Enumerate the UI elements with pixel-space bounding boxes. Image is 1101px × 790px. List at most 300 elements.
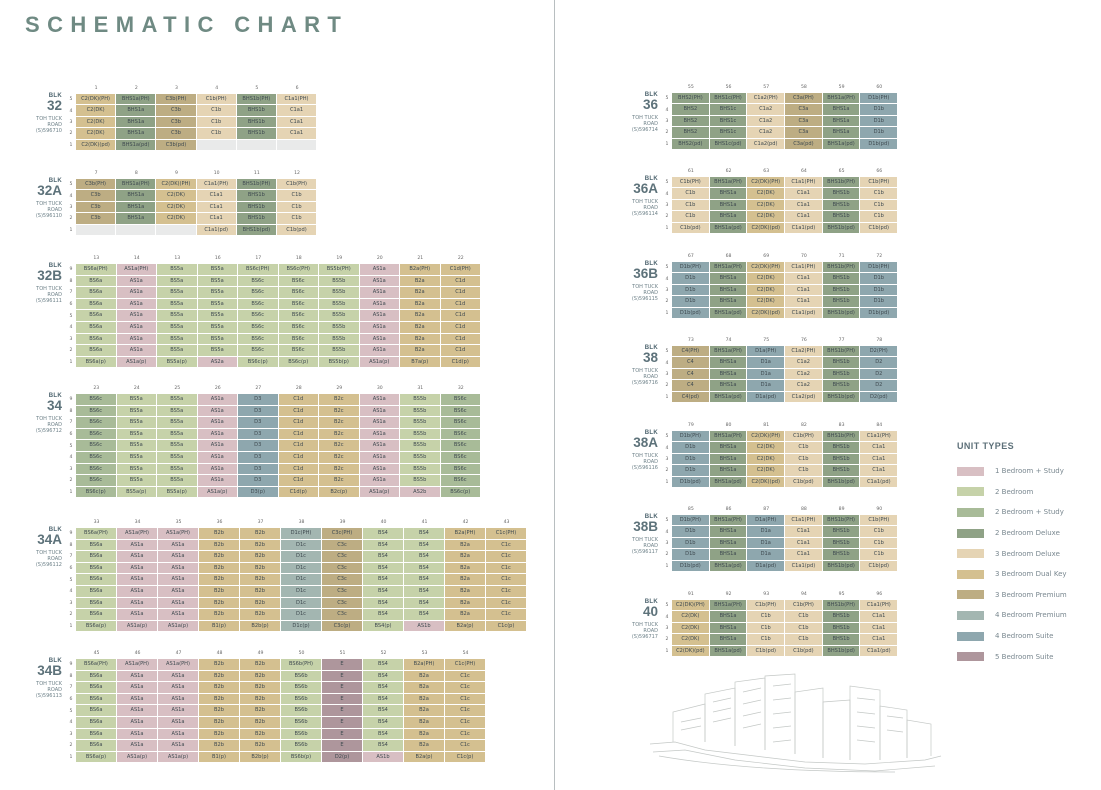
blk-caption: BLK <box>48 393 62 399</box>
unit-cell <box>277 140 317 151</box>
unit-cell: BS4 <box>404 586 445 598</box>
unit-cell: D1b <box>672 285 710 296</box>
legend-swatch <box>957 529 984 538</box>
floor-row <box>66 740 486 752</box>
unit-cell: BS6c <box>279 334 320 346</box>
unit-cell: AS1a <box>360 334 401 346</box>
unit-cell: BHS1a(PH) <box>116 179 156 190</box>
floor-number: 3 <box>69 119 73 125</box>
floor-row <box>66 752 486 764</box>
block-number: 32A <box>37 183 62 198</box>
unit-cell: BS6a(p) <box>76 621 117 633</box>
floor-row <box>66 213 317 224</box>
unit-cell: BS5a <box>117 464 158 476</box>
unit-cell: B2b <box>199 528 240 540</box>
block-address-line: ROAD <box>47 421 62 428</box>
unit-cell: BHS1a(pd) <box>710 646 748 657</box>
unit-cell: C1c <box>445 729 486 741</box>
block-label <box>606 92 658 133</box>
unit-cell: D2(p) <box>322 752 363 764</box>
block-number: 34B <box>37 663 62 678</box>
unit-cell: C1a1 <box>785 188 823 199</box>
unit-cell: BHS1a <box>710 634 748 645</box>
unit-cell: BS6a <box>76 694 117 706</box>
block-address-line: ROAD <box>47 291 62 298</box>
stack-header-row <box>662 82 898 93</box>
floor-row <box>66 694 486 706</box>
stack-number: 68 <box>725 254 732 259</box>
stack-number: 94 <box>800 592 807 597</box>
unit-cell: B2a(PH) <box>400 264 441 276</box>
unit-cell: AS1a <box>117 287 158 299</box>
stack-number: 10 <box>213 171 220 176</box>
stack-number: 93 <box>763 592 770 597</box>
unit-grid <box>66 253 481 368</box>
unit-cell: BS6a <box>76 671 117 683</box>
unit-cell: BS5a <box>117 440 158 452</box>
unit-cell: B2a(PH) <box>404 659 445 671</box>
floor-row <box>66 310 481 322</box>
floor-row <box>66 487 481 499</box>
stack-number: 29 <box>336 386 343 391</box>
unit-cell: BHS1a(PH) <box>710 600 748 611</box>
unit-cell: BS5a <box>117 429 158 441</box>
unit-cell: B2b <box>240 682 281 694</box>
unit-cell: BS5a <box>157 429 198 441</box>
unit-cell: D1a <box>747 549 785 560</box>
unit-cell: C1d <box>279 394 320 406</box>
unit-cell: B2b <box>199 705 240 717</box>
floor-row <box>66 105 317 116</box>
stack-number: 75 <box>763 338 770 343</box>
unit-cell <box>156 225 196 236</box>
unit-cell: BHS2(pd) <box>672 139 710 150</box>
legend-item <box>957 585 1067 606</box>
block-number: 36B <box>633 266 658 281</box>
unit-cell: D3(p) <box>238 487 279 499</box>
unit-cell: AS1a(p) <box>117 357 158 369</box>
unit-cell: AS1a <box>360 287 401 299</box>
unit-cell: C1b <box>860 526 898 537</box>
unit-cell: BS5a <box>157 464 198 476</box>
unit-cell: B2a <box>404 729 445 741</box>
unit-cell: C3a <box>785 127 823 138</box>
unit-cell: D1b <box>860 296 898 307</box>
unit-cell: E <box>322 682 363 694</box>
unit-cell: D3 <box>238 429 279 441</box>
unit-cell: D1b <box>672 526 710 537</box>
unit-cell: BS6c <box>76 452 117 464</box>
floor-row <box>662 515 898 526</box>
unit-cell: C1a1 <box>277 105 317 116</box>
floor-row <box>662 127 898 138</box>
stack-number: 9 <box>175 171 178 176</box>
floor-row <box>66 345 481 357</box>
unit-cell: B2b <box>199 740 240 752</box>
floor-number: 4 <box>69 108 73 114</box>
unit-cell: AS1b <box>404 621 445 633</box>
unit-cell: BHS1b <box>823 296 861 307</box>
unit-cell: B2b <box>199 586 240 598</box>
unit-cell: D2 <box>860 369 898 380</box>
unit-cell: C1b <box>672 200 710 211</box>
unit-cell: B2a <box>404 694 445 706</box>
unit-cell: BS6c <box>76 417 117 429</box>
unit-cell: BS5a <box>198 299 239 311</box>
unit-cell: BS5a <box>157 440 198 452</box>
unit-cell: BS5a <box>157 322 198 334</box>
unit-cell: AS1a <box>158 609 199 621</box>
unit-cell: BHS1b <box>823 211 861 222</box>
unit-cell: D1c <box>281 563 322 575</box>
unit-cell: C1a1(PH) <box>277 94 317 105</box>
unit-cell: B2a(PH) <box>445 528 486 540</box>
unit-cell: BHS1a(pd) <box>710 308 748 319</box>
unit-cell: BS6c <box>441 417 482 429</box>
unit-cell: C1c(PH) <box>486 528 527 540</box>
floor-row <box>66 540 527 552</box>
stack-number: 63 <box>763 169 770 174</box>
unit-cell: C1c <box>445 694 486 706</box>
unit-cell: AS1a <box>360 417 401 429</box>
unit-cell: BHS1b(pd) <box>237 225 277 236</box>
block-label <box>606 176 658 217</box>
stack-number: 96 <box>876 592 883 597</box>
unit-cell: C1a1 <box>785 538 823 549</box>
legend-item <box>957 626 1067 647</box>
unit-cell: BHS1a <box>823 127 861 138</box>
stack-number: 92 <box>725 592 732 597</box>
floor-number: 1 <box>665 310 669 316</box>
floor-number: 7 <box>69 685 73 691</box>
stack-number: 95 <box>838 592 845 597</box>
unit-cell: AS1a <box>117 694 158 706</box>
unit-cell: D1b <box>672 465 710 476</box>
unit-cell: BHS1b <box>237 190 277 201</box>
stack-number: 90 <box>876 507 883 512</box>
unit-cell: BS6a <box>76 322 117 334</box>
unit-cell: C1a1(pd) <box>860 646 898 657</box>
floor-number: 2 <box>69 478 73 484</box>
unit-cell: BHS1a <box>710 211 748 222</box>
unit-cell: BHS1b(PH) <box>823 600 861 611</box>
unit-cell: BS4 <box>404 574 445 586</box>
floor-row <box>662 369 898 380</box>
unit-cell: C3a(PH) <box>785 93 823 104</box>
unit-cell: C1c <box>486 598 527 610</box>
stack-number: 78 <box>876 338 883 343</box>
unit-cell: AS1a <box>158 729 199 741</box>
block-address-line: TOH TUCK <box>36 115 62 122</box>
legend-label: 4 Bedroom Premium <box>995 611 1067 620</box>
unit-cell: C1a1(pd) <box>197 225 237 236</box>
unit-cell: C3b(pd) <box>156 140 196 151</box>
unit-cell: BHS1b <box>237 105 277 116</box>
unit-cell: C4 <box>672 369 710 380</box>
unit-cell: D1b(PH) <box>860 262 898 273</box>
floor-row <box>662 223 898 234</box>
unit-cell: C3b(PH) <box>156 94 196 105</box>
floor-number: 4 <box>69 720 73 726</box>
unit-cell: BS5a <box>157 334 198 346</box>
block-number: 32B <box>37 268 62 283</box>
unit-cell: AS1a(p) <box>360 487 401 499</box>
unit-grid <box>662 335 898 403</box>
unit-cell: C1a2(pd) <box>785 392 823 403</box>
unit-cell: B2b <box>240 586 281 598</box>
unit-cell: C2(DK)(PH) <box>747 431 785 442</box>
unit-cell: B2b <box>199 540 240 552</box>
unit-cell: AS1a <box>117 551 158 563</box>
unit-cell: D1b(pd) <box>860 139 898 150</box>
unit-cell: D1b(PH) <box>672 431 710 442</box>
floor-number: 5 <box>69 708 73 714</box>
legend-swatch <box>957 632 984 641</box>
stack-number: 13 <box>93 256 100 261</box>
block-address-line: (S)596710 <box>35 127 62 134</box>
legend-items <box>957 461 1067 667</box>
legend-label: 2 Bedroom + Study <box>995 508 1064 517</box>
unit-cell: AS1a <box>158 705 199 717</box>
unit-cell: D2(PH) <box>860 346 898 357</box>
floor-number: 9 <box>69 397 73 403</box>
unit-cell: BHS1b <box>237 202 277 213</box>
floor-number: 3 <box>665 625 669 631</box>
unit-cell: BS6c <box>238 310 279 322</box>
unit-cell: C1a2(PH) <box>785 346 823 357</box>
unit-cell: C3a(pd) <box>785 139 823 150</box>
block-number: 38A <box>633 435 658 450</box>
unit-cell: C3c(PH) <box>322 528 363 540</box>
unit-cell: BS6b(p) <box>281 752 322 764</box>
stack-number: 27 <box>255 386 262 391</box>
floor-number: 3 <box>665 287 669 293</box>
unit-cell: BS6b <box>281 705 322 717</box>
unit-cell: B2b(p) <box>240 752 281 764</box>
unit-cell: D2(pd) <box>860 392 898 403</box>
unit-cell: BHS1a <box>710 380 748 391</box>
unit-cell: C1b <box>672 211 710 222</box>
unit-cell: BS6a(PH) <box>76 264 117 276</box>
stack-number: 91 <box>687 592 694 597</box>
floor-number: 4 <box>69 325 73 331</box>
unit-cell: D3 <box>238 475 279 487</box>
unit-cell: C2(DK)(pd) <box>76 140 116 151</box>
stack-number: 11 <box>253 171 260 176</box>
floor-row <box>662 262 898 273</box>
floor-number: 3 <box>69 731 73 737</box>
floor-row <box>66 551 527 563</box>
unit-cell: AS1b <box>363 752 404 764</box>
unit-cell: C1c <box>486 540 527 552</box>
floor-number: 3 <box>665 371 669 377</box>
unit-cell: C1a2 <box>747 116 785 127</box>
floor-number: 5 <box>665 265 669 271</box>
stack-number: 65 <box>838 169 845 174</box>
unit-cell: B2a <box>404 705 445 717</box>
unit-cell: C1d <box>441 334 482 346</box>
unit-cell: BS6c(p) <box>279 357 320 369</box>
floor-row <box>66 729 486 741</box>
unit-cell: D1c <box>281 609 322 621</box>
floor-row <box>662 454 898 465</box>
unit-cell: BHS1a <box>710 273 748 284</box>
unit-cell: BHS2(PH) <box>672 93 710 104</box>
unit-cell: C2(DK)(PH) <box>672 600 710 611</box>
unit-cell: C3b(PH) <box>76 179 116 190</box>
unit-cell: AS1a <box>360 310 401 322</box>
floor-number: 4 <box>665 276 669 282</box>
unit-cell: BS4 <box>363 551 404 563</box>
unit-cell: C1c <box>445 740 486 752</box>
floor-number: 6 <box>69 302 73 308</box>
unit-cell: D2 <box>860 357 898 368</box>
unit-cell: C1b(PH) <box>277 179 317 190</box>
unit-cell: D1b(pd) <box>860 308 898 319</box>
unit-cell: BS5b <box>319 334 360 346</box>
unit-cell: C1b(pd) <box>672 223 710 234</box>
floor-row <box>662 211 898 222</box>
floor-row <box>66 598 527 610</box>
unit-cell: AS1a <box>198 417 239 429</box>
unit-cell: BS6c <box>279 322 320 334</box>
floor-row <box>662 93 898 104</box>
floor-number: 3 <box>69 600 73 606</box>
unit-cell: C3c(p) <box>322 621 363 633</box>
unit-cell: C1b <box>785 634 823 645</box>
unit-cell: B2c(p) <box>319 487 360 499</box>
stack-number: 87 <box>763 507 770 512</box>
stack-number: 6 <box>295 86 299 91</box>
block-address-line: ROAD <box>643 373 658 380</box>
unit-cell: AS1a <box>198 452 239 464</box>
unit-cell: BS4 <box>363 563 404 575</box>
unit-cell: C1d <box>279 406 320 418</box>
unit-grid <box>66 83 317 151</box>
floor-row <box>66 190 317 201</box>
floor-number: 1 <box>665 394 669 400</box>
unit-cell: BS5a <box>117 475 158 487</box>
unit-cell: C1b(PH) <box>672 177 710 188</box>
unit-cell: BS4 <box>363 659 404 671</box>
unit-cell: BS6c(p) <box>238 357 279 369</box>
unit-cell: BS6c <box>279 345 320 357</box>
page-divider <box>554 0 555 790</box>
unit-cell: AS2a <box>198 357 239 369</box>
block-address-line: (S)596114 <box>631 210 658 217</box>
stack-number: 54 <box>462 651 469 656</box>
unit-cell: C1a1 <box>860 454 898 465</box>
stack-number: 17 <box>255 256 262 261</box>
unit-cell: BS6c <box>76 440 117 452</box>
stack-number: 69 <box>763 254 770 259</box>
stack-header-row <box>66 253 481 264</box>
unit-cell: BS4 <box>363 609 404 621</box>
unit-cell: BHS1a(PH) <box>823 93 861 104</box>
unit-cell: AS1a <box>117 671 158 683</box>
floor-number: 1 <box>665 141 669 147</box>
unit-cell: AS1a <box>158 671 199 683</box>
unit-cell: BHS1b(PH) <box>237 179 277 190</box>
unit-cell: D1b <box>860 273 898 284</box>
floor-row <box>662 308 898 319</box>
unit-cell: C2(DK) <box>747 273 785 284</box>
unit-cell: BS4 <box>363 671 404 683</box>
floor-number: 5 <box>69 182 73 188</box>
unit-cell: C1c <box>445 682 486 694</box>
floor-row <box>66 671 486 683</box>
blk-caption: BLK <box>644 345 658 351</box>
floor-row <box>66 94 317 105</box>
floor-row <box>66 574 527 586</box>
unit-cell: AS1a <box>158 598 199 610</box>
stack-number: 48 <box>216 651 223 656</box>
stack-number: 57 <box>763 85 770 90</box>
building-sketch-illustration <box>645 672 945 777</box>
unit-cell: AS1a <box>198 464 239 476</box>
unit-cell: AS1a <box>117 729 158 741</box>
unit-cell: BHS1b <box>823 634 861 645</box>
stack-number: 24 <box>133 386 140 391</box>
unit-cell: C1c <box>445 717 486 729</box>
unit-cell: BS5a <box>117 417 158 429</box>
unit-cell: BS5a <box>157 276 198 288</box>
unit-cell: BS6a <box>76 563 117 575</box>
floor-number: 8 <box>69 278 73 284</box>
unit-cell: B2b <box>240 694 281 706</box>
unit-cell: E <box>322 729 363 741</box>
unit-cell: C2(DK) <box>156 213 196 224</box>
unit-cell: AS1a(PH) <box>158 659 199 671</box>
floor-row <box>662 346 898 357</box>
unit-cell: BHS1a(pd) <box>710 477 748 488</box>
unit-cell: BHS1a <box>116 128 156 139</box>
floor-row <box>66 528 527 540</box>
unit-cell: BS5b <box>400 394 441 406</box>
unit-cell: BHS1a(PH) <box>116 94 156 105</box>
unit-cell: AS1a <box>117 705 158 717</box>
legend-title: UNIT TYPES <box>957 441 1015 451</box>
stack-number: 52 <box>380 651 387 656</box>
unit-cell: BS6c <box>238 334 279 346</box>
stack-number: 20 <box>376 256 383 261</box>
unit-cell: B2a <box>400 287 441 299</box>
stack-number: 30 <box>376 386 383 391</box>
unit-cell: C1d <box>279 452 320 464</box>
stack-number: 31 <box>417 386 424 391</box>
unit-cell: BS5a <box>117 452 158 464</box>
unit-cell: C3c <box>322 551 363 563</box>
unit-cell: C1d(PH) <box>441 264 482 276</box>
block-label <box>10 178 62 219</box>
unit-cell: BS6c <box>76 429 117 441</box>
stack-number: 86 <box>725 507 732 512</box>
unit-cell: BS6b <box>281 717 322 729</box>
unit-cell: BS5a <box>157 264 198 276</box>
unit-cell: BHS1a <box>710 296 748 307</box>
floor-number: 7 <box>69 420 73 426</box>
floor-number: 4 <box>665 360 669 366</box>
unit-cell: AS1a <box>158 694 199 706</box>
stack-number: 14 <box>133 256 140 261</box>
unit-cell: BHS1a <box>710 611 748 622</box>
floor-number: 2 <box>665 383 669 389</box>
unit-cell: C2(DK) <box>747 285 785 296</box>
floor-number: 1 <box>69 142 73 148</box>
unit-cell: C2(DK)(PH) <box>156 179 196 190</box>
legend-swatch <box>957 549 984 558</box>
unit-grid <box>66 648 486 763</box>
